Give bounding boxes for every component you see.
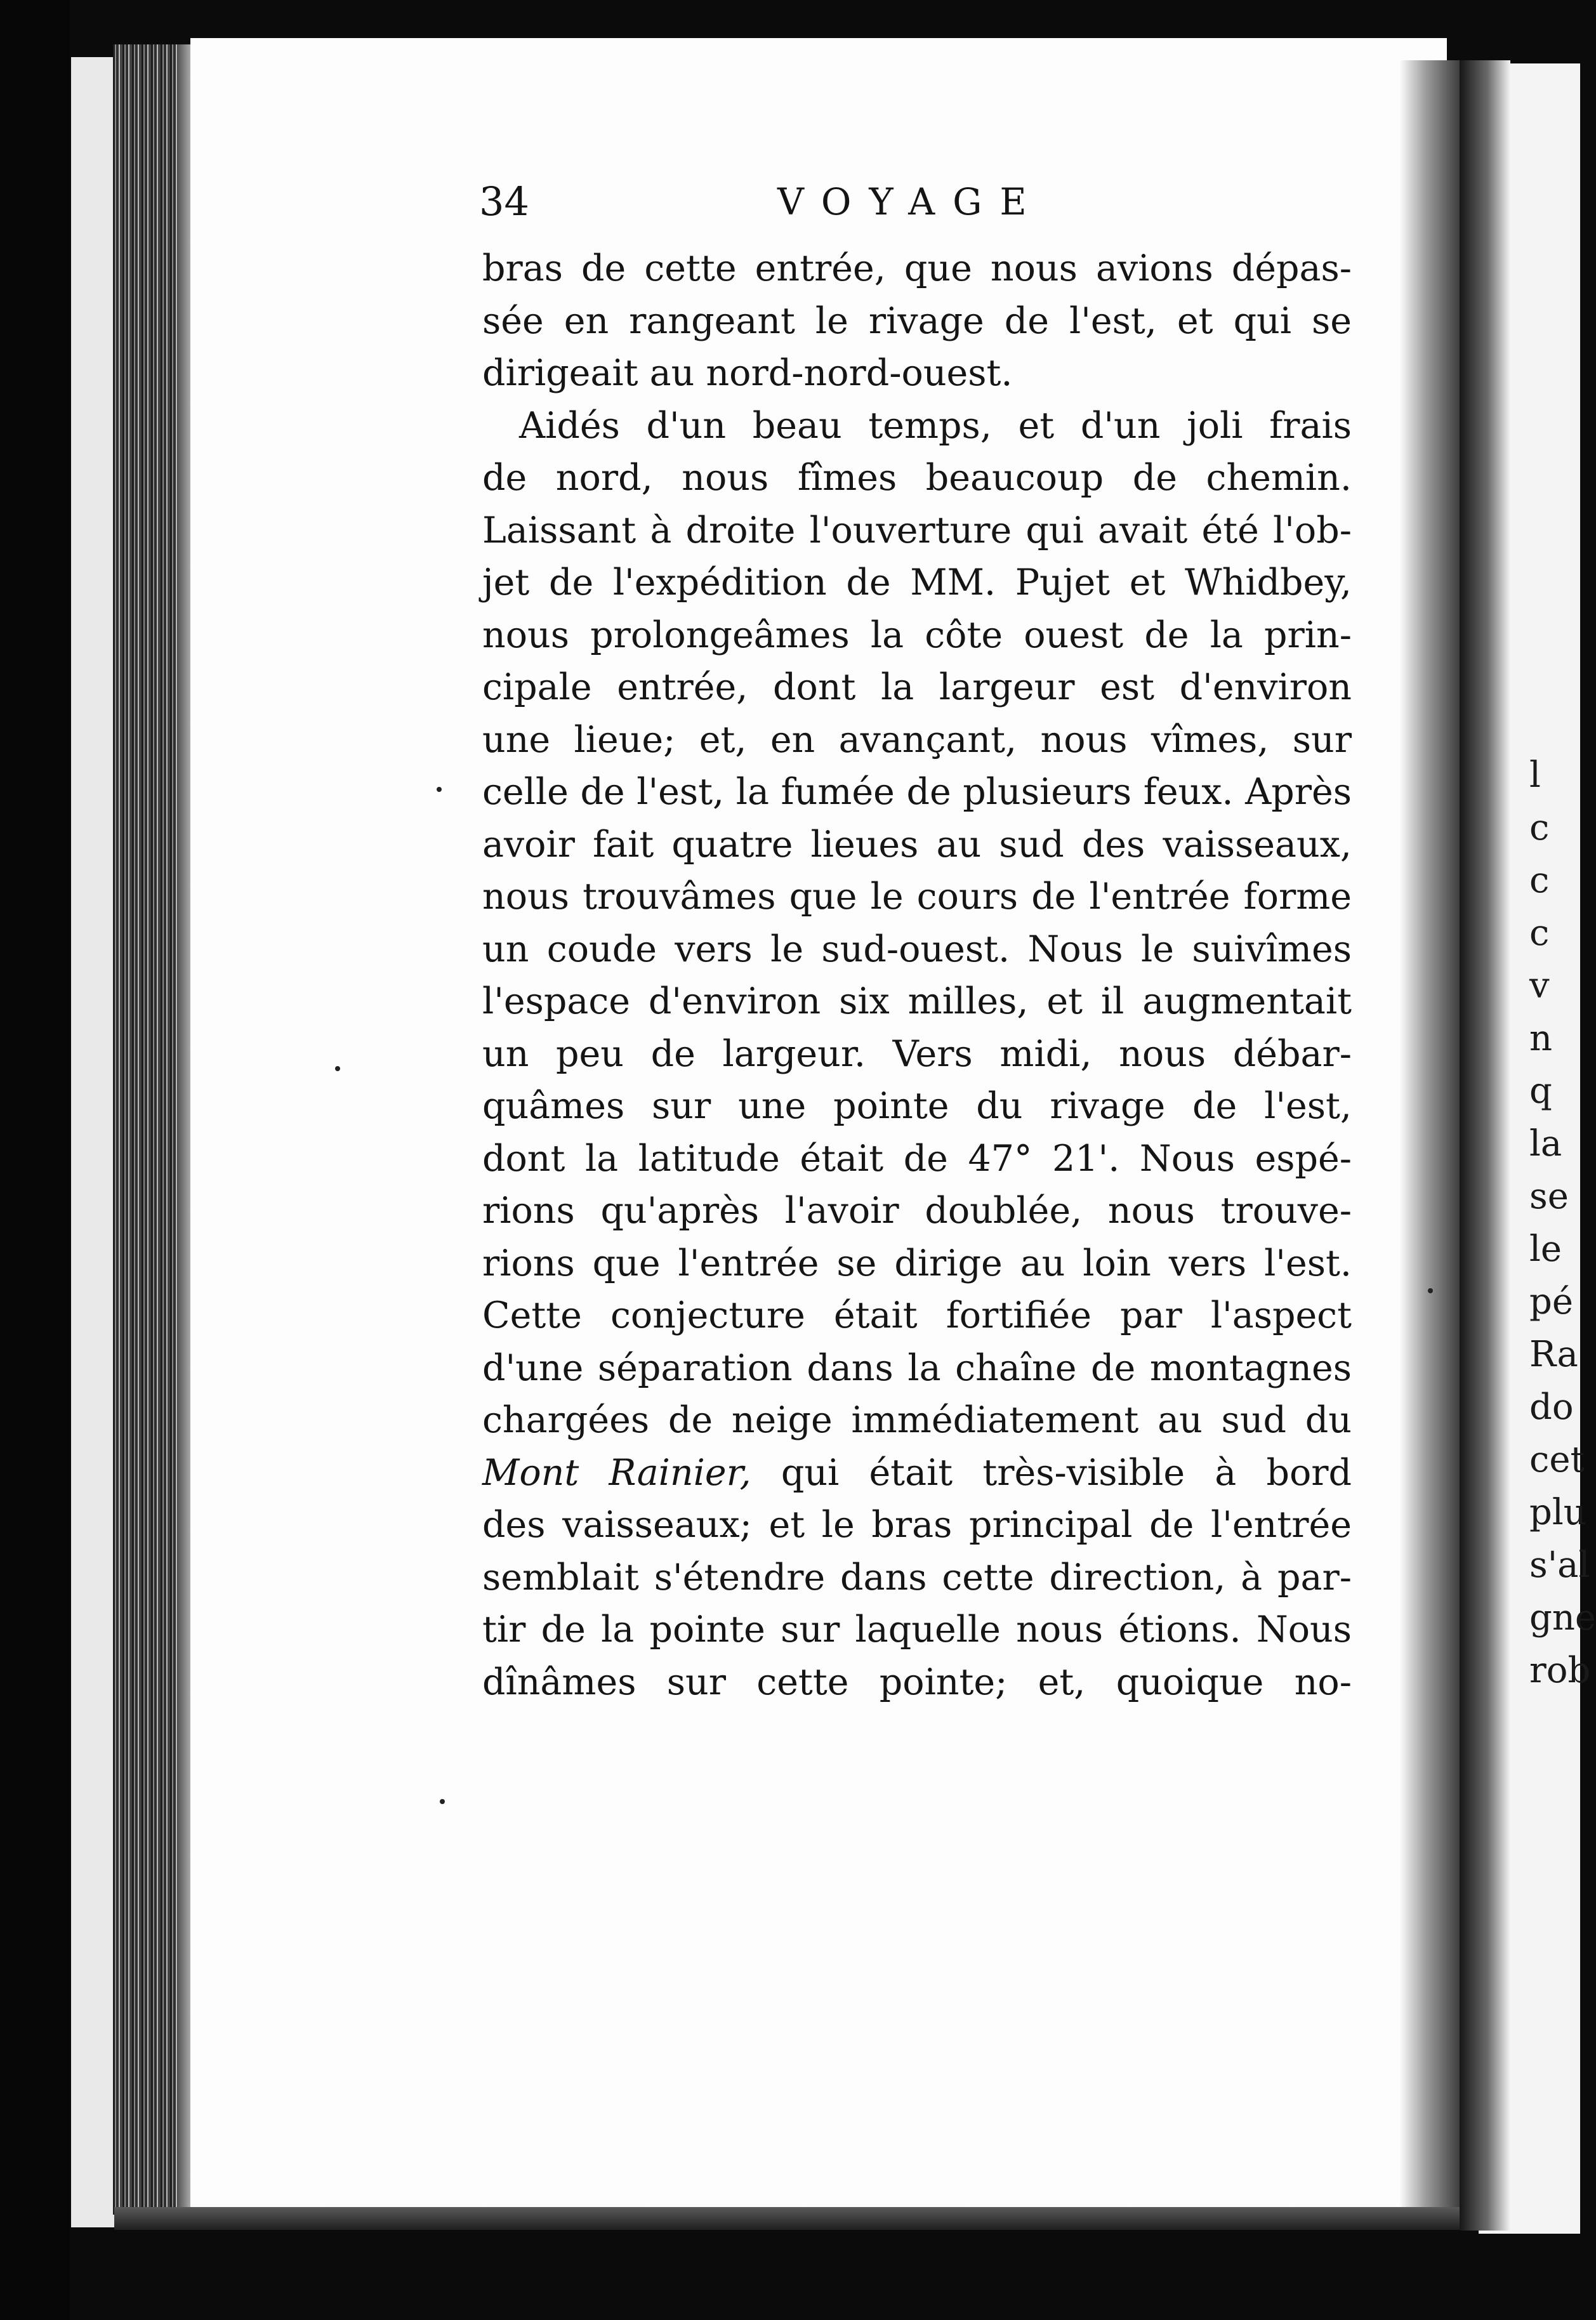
scan-speck [440,1799,445,1804]
text-line: dirigeait au nord-nord-ouest. [482,352,1013,394]
text-line: l'espace d'environ six milles, et il augmentait [482,980,1352,1022]
page-number: 34 [479,178,529,225]
text-line: chargées de neige immédiatement au sud du [482,1399,1352,1441]
text-line: un coude vers le sud-ouest. Nous le suivîmes [482,928,1352,970]
text-line: semblait s'étendre dans cette direction, à par- [482,1556,1352,1598]
left-scan-border [0,0,70,2320]
facing-fragment: c [1529,860,1550,901]
scan-speck [1428,1288,1433,1293]
facing-fragment: q [1529,1071,1552,1112]
page-bottom-edge [114,2207,1479,2230]
scan-speck [437,787,442,792]
facing-fragment: pé [1529,1281,1573,1322]
text-line: de nord, nous fîmes beaucoup de chemin. [482,457,1352,499]
facing-fragment: gne [1529,1597,1596,1638]
facing-page-shadow [1460,60,1510,2231]
text-line-remainder: qui était très-visible à bord [781,1451,1352,1494]
text-line: quâmes sur une pointe du rivage de l'est, [482,1085,1352,1127]
text-line: dînâmes sur cette pointe; et, quoique no- [482,1661,1352,1703]
text-line: celle de l'est, la fumée de plusieurs feux. Après [482,771,1352,813]
text-line: des vaisseaux; et le bras principal de l'entrée [482,1504,1352,1546]
text-line: nous prolongeâmes la côte ouest de la prin- [482,614,1352,656]
facing-fragment: la [1529,1123,1562,1164]
facing-fragment: cet [1529,1439,1585,1480]
text-line: Laissant à droite l'ouverture qui avait été l'ob- [482,509,1352,551]
text-line: nous trouvâmes que le cours de l'entrée forme [482,876,1352,918]
facing-fragment: n [1529,1018,1553,1059]
facing-fragment: c [1529,807,1550,848]
italic-place-name: Mont Rainier, [482,1451,751,1494]
text-line: sée en rangeant le rivage de l'est, et qui se [482,300,1352,342]
text-line: avoir fait quatre lieues au sud des vaisseaux, [482,823,1352,866]
text-line: tir de la pointe sur laquelle nous étions. Nous [482,1609,1352,1651]
text-line: une lieue; et, en avançant, nous vîmes, sur [482,718,1352,761]
text-line: dont la latitude était de 47° 21'. Nous espé- [482,1137,1352,1180]
text-line: Cette conjecture était fortifiée par l'aspect [482,1295,1352,1336]
text-line: cipale entrée, dont la largeur est d'environ [482,666,1352,708]
facing-fragment: l [1529,755,1541,796]
text-line: Aidés d'un beau temps, et d'un joli frais [519,404,1352,447]
facing-page-text [1529,749,1596,1697]
facing-fragment: v [1529,965,1550,1006]
facing-fragment: do [1529,1387,1574,1428]
running-title: VOYAGE [777,180,1045,223]
text-line: d'une séparation dans la chaîne de montagnes [482,1347,1352,1389]
facing-fragment: s'al [1529,1545,1590,1586]
facing-fragment: Ra [1529,1334,1578,1375]
body-text [482,242,1352,1708]
text-line: rions que l'entrée se dirige au loin vers l'est. [482,1242,1352,1284]
facing-fragment: se [1529,1176,1569,1217]
text-line: un peu de largeur. Vers midi, nous débar- [482,1032,1352,1075]
facing-fragment: rob [1529,1650,1591,1691]
facing-fragment: plu [1529,1492,1586,1533]
facing-fragment: c [1529,913,1550,954]
running-head [479,176,1355,227]
text-line: rions qu'après l'avoir doublée, nous trouve- [482,1190,1352,1232]
scan-speck [335,1066,340,1071]
text-line: jet de l'expédition de MM. Pujet et Whidbey, [482,562,1352,603]
facing-fragment: le [1529,1229,1562,1270]
text-line: bras de cette entrée, que nous avions dépas- [482,247,1352,289]
text-line-with-italic [482,1447,1352,1499]
